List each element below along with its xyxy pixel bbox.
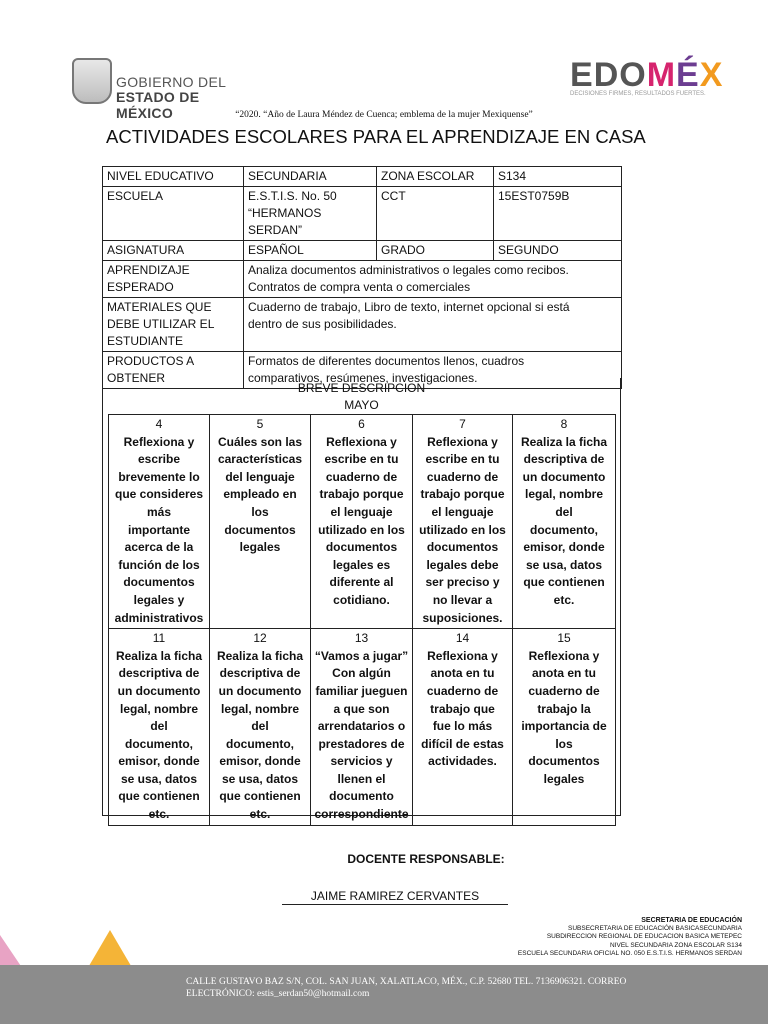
day-activity-line: cuaderno de <box>426 683 499 698</box>
day-activity-line: “Vamos a jugar” <box>314 648 409 663</box>
day-activity-line: llenen el <box>337 771 386 786</box>
productos-label-line: OBTENER <box>107 371 166 385</box>
description-month: MAYO <box>344 398 379 412</box>
edomex-letter: X <box>699 56 724 94</box>
day-activity-line: Con algún <box>332 666 391 681</box>
day-activity-line: del <box>251 719 269 734</box>
day-number: 7 <box>459 417 466 431</box>
day-activity-line: importancia de <box>521 719 607 734</box>
day-activity-line: los <box>251 504 269 519</box>
edomex-letter: E <box>570 56 594 94</box>
day-activity-line: diferente al <box>329 575 394 590</box>
day-activity-line: documentos <box>325 540 398 555</box>
day-activity-line: prestadores de <box>318 736 405 751</box>
cct-label: CCT <box>377 187 494 241</box>
day-activity-line: anota en tu <box>531 666 596 681</box>
day-activity-line: características <box>217 452 303 467</box>
state-seal-icon <box>72 58 112 104</box>
zona-value: S134 <box>494 167 622 187</box>
materiales-value-line: dentro de sus posibilidades. <box>248 317 397 331</box>
materiales-label-line: MATERIALES QUE <box>107 300 212 314</box>
edomex-logo-word <box>570 56 723 95</box>
day-activity-line: documentos <box>528 754 600 769</box>
grado-label: GRADO <box>377 241 494 261</box>
day-activity-line: documentos <box>224 522 296 537</box>
gobierno-logo-line2: ESTADO DE MÉXICO <box>116 89 200 121</box>
day-activity-line: legales es <box>332 557 391 572</box>
day-activity-line: cuaderno de <box>325 469 398 484</box>
day-activity-line: que contienen <box>118 789 200 804</box>
day-activity-line: trabajo porque <box>319 487 404 502</box>
day-activity-line: legales debe <box>426 557 499 572</box>
day-number: 4 <box>155 417 163 431</box>
info-row-nivel <box>103 167 622 187</box>
edomex-tagline: DECISIONES FIRMES, RESULTADOS FUERTES. <box>570 91 706 97</box>
day-activity-line: Reflexiona y <box>528 648 600 663</box>
aprendizaje-label <box>103 261 244 298</box>
day-activity-line: del <box>555 504 573 519</box>
day-activity-line: documento <box>329 789 394 804</box>
year-quote: “2020. “Año de Laura Méndez de Cuenca; emblema de la mujer Mexiquense” <box>235 110 533 120</box>
day-activity-line: escribe <box>137 452 181 467</box>
day-activity-line: correspondiente <box>314 807 409 822</box>
day-activity-line: más <box>146 504 172 519</box>
day-number: 15 <box>557 631 571 646</box>
day-cell <box>210 415 311 629</box>
day-cell <box>413 415 513 629</box>
page-title: ACTIVIDADES ESCOLARES PARA EL APRENDIZAJE EN CASA <box>106 126 646 147</box>
day-activity-line: legales <box>239 540 281 555</box>
aprendizaje-value-line: Analiza documentos administrativos o legales como recibos. <box>248 263 569 277</box>
aprendizaje-value <box>244 261 622 298</box>
day-cell <box>513 629 616 826</box>
description-header <box>102 380 621 414</box>
edomex-letter: D <box>593 56 620 94</box>
day-activity-line: difícil de estas <box>421 736 504 751</box>
escuela-label: ESCUELA <box>103 187 244 241</box>
footer-address <box>186 976 656 1000</box>
day-activity-line: importante <box>127 522 190 537</box>
day-activity-line: cotidiano. <box>333 592 390 607</box>
info-row-materiales <box>103 298 622 352</box>
day-activity-line: el lenguaje <box>330 504 393 519</box>
day-activity-line: descriptiva de <box>118 666 200 681</box>
escuela-value-line: SERDAN” <box>248 223 303 237</box>
day-activity-line: Realiza la ficha <box>520 434 608 449</box>
day-activity-line: Cuáles son las <box>217 434 303 449</box>
materiales-label <box>103 298 244 352</box>
day-activity-line: legal, nombre <box>524 487 604 502</box>
teacher-name: JAIME RAMIREZ CERVANTES <box>282 889 508 905</box>
day-cell <box>109 629 210 826</box>
day-activity-line: etc. <box>148 807 170 822</box>
productos-value-line: comparativos, resúmenes, investigaciones. <box>248 371 478 385</box>
grado-value: SEGUNDO <box>494 241 622 261</box>
day-activity-line: administrativos <box>114 610 204 625</box>
footer-line: CALLE GUSTAVO BAZ S/N, COL. SAN JUAN, XALATLACO, MÉX., C.P. 52680 TEL. 7136906321. CORREO <box>186 977 627 987</box>
secretaria-line: NIVEL SECUNDARIA ZONA ESCOLAR S134 <box>610 941 742 949</box>
day-activity-line: fue lo más <box>432 719 493 734</box>
zona-label: ZONA ESCOLAR <box>377 167 494 187</box>
materiales-label-line: ESTUDIANTE <box>107 334 184 348</box>
day-number: 11 <box>152 631 166 646</box>
productos-label-line: PRODUCTOS A <box>107 354 195 368</box>
day-cell <box>109 415 210 629</box>
day-cell <box>413 629 513 826</box>
day-activity-line: arrendatarios o <box>317 719 406 734</box>
day-activity-line: descriptiva de <box>219 666 301 681</box>
day-number: 8 <box>560 417 568 431</box>
day-activity-line: se usa, datos <box>221 771 299 786</box>
nivel-label: NIVEL EDUCATIVO <box>103 167 244 187</box>
aprendizaje-label-line: APRENDIZAJE <box>107 263 190 277</box>
day-activity-line: utilizado en los <box>318 522 405 537</box>
footer-line: ELECTRÓNICO: estis_serdan50@hotmail.com <box>186 989 370 999</box>
day-activity-line: descriptiva de <box>523 452 605 467</box>
aprendizaje-label-line: ESPERADO <box>107 280 174 294</box>
day-activity-line: emisor, donde <box>219 754 301 769</box>
day-activity-line: Realiza la ficha <box>115 648 203 663</box>
day-activity-line: trabajo porque <box>420 487 505 502</box>
day-activity-line: del lenguaje <box>225 469 295 484</box>
week-row <box>109 415 616 629</box>
day-activity-line: empleado en <box>223 487 297 502</box>
day-activity-line: escribe en tu <box>425 452 500 467</box>
asignatura-label: ASIGNATURA <box>103 241 244 261</box>
day-activity-line: que contienen <box>219 789 301 804</box>
day-number: 5 <box>256 417 264 431</box>
day-activity-line: cuaderno de <box>528 683 600 698</box>
edomex-letter: É <box>676 56 700 94</box>
info-table <box>102 166 622 389</box>
day-activity-line: trabajo la <box>537 701 591 716</box>
nivel-value: SECUNDARIA <box>244 167 377 187</box>
day-cell <box>513 415 616 629</box>
days-table <box>108 414 616 826</box>
day-activity-line: no llevar a <box>432 592 493 607</box>
day-activity-line: familiar jueguen <box>315 683 408 698</box>
day-activity-line: cuaderno de <box>426 469 499 484</box>
day-number: 12 <box>253 631 267 646</box>
aprendizaje-value-line: Contratos de compra venta o comerciales <box>248 280 471 294</box>
day-activity-line: documentos <box>426 540 499 555</box>
day-activity-line: legal, nombre <box>220 701 300 716</box>
docente-label: DOCENTE RESPONSABLE: <box>347 852 505 866</box>
day-activity-line: servicios y <box>330 754 393 769</box>
day-activity-line: legales y <box>133 592 185 607</box>
day-activity-line: suposiciones. <box>422 610 503 625</box>
escuela-value-line: E.S.T.I.S. No. 50 <box>248 189 337 203</box>
info-row-aprendizaje <box>103 261 622 298</box>
edomex-logo <box>570 56 730 101</box>
secretaria-line: SUBSECRETARIA DE EDUCACIÓN BASICASECUNDARIA <box>568 925 742 933</box>
day-activity-line: ser preciso y <box>425 575 500 590</box>
escuela-value <box>244 187 377 241</box>
day-activity-line: documento, <box>530 522 598 537</box>
day-activity-line: legal, nombre <box>119 701 199 716</box>
secretaria-line: SECRETARIA DE EDUCACIÓN <box>641 917 742 924</box>
day-activity-line: actividades. <box>428 754 497 769</box>
description-title: BREVE DESCRIPCION <box>297 381 426 395</box>
day-activity-line: Reflexiona y <box>326 434 397 449</box>
day-activity-line: un documento <box>218 683 302 698</box>
day-activity-line: el lenguaje <box>431 504 494 519</box>
materiales-label-line: DEBE UTILIZAR EL <box>107 317 215 331</box>
day-activity-line: un documento <box>117 683 201 698</box>
day-cell <box>311 629 413 826</box>
day-activity-line: se usa, datos <box>525 557 603 572</box>
day-cell <box>311 415 413 629</box>
gobierno-logo <box>72 58 242 121</box>
day-activity-line: a que son <box>333 701 390 716</box>
cct-value: 15EST0759B <box>494 187 622 241</box>
day-activity-line: Reflexiona y <box>427 648 498 663</box>
week-row <box>109 629 616 826</box>
day-activity-line: acerca de la <box>124 540 194 555</box>
day-activity-line: los <box>555 736 573 751</box>
day-activity-line: legales <box>543 771 585 786</box>
day-activity-line: función de los <box>118 557 200 572</box>
day-activity-line: documento, <box>226 736 294 751</box>
day-activity-line: Reflexiona y <box>427 434 498 449</box>
gobierno-logo-line1: GOBIERNO DEL <box>116 74 227 90</box>
day-cell <box>210 629 311 826</box>
day-activity-line: etc. <box>553 592 575 607</box>
day-number: 13 <box>354 631 369 646</box>
edomex-letter: O <box>619 56 647 94</box>
day-activity-line: que contienen <box>523 575 605 590</box>
day-activity-line: que consideres <box>114 487 204 502</box>
day-activity-line: trabajo que <box>430 701 495 716</box>
day-activity-line: documentos <box>123 575 195 590</box>
day-activity-line: documento, <box>125 736 193 751</box>
secretaria-block <box>518 917 742 958</box>
productos-value-line: Formatos de diferentes documentos llenos, cuadros <box>248 354 525 368</box>
secretaria-line: ESCUELA SECUNDARIA OFICIAL NO. 050 E.S.T.I.S. HERMANOS SERDAN <box>517 949 742 957</box>
day-number: 6 <box>358 417 365 431</box>
asignatura-value: ESPAÑOL <box>244 241 377 261</box>
day-activity-line: Realiza la ficha <box>216 648 304 663</box>
materiales-value <box>244 298 622 352</box>
day-activity-line: brevemente lo <box>118 469 200 484</box>
materiales-value-line: Cuaderno de trabajo, Libro de texto, internet opcional si está <box>248 300 570 314</box>
day-activity-line: escribe en tu <box>324 452 399 467</box>
day-activity-line: emisor, donde <box>523 540 605 555</box>
day-activity-line: etc. <box>249 807 271 822</box>
day-activity-line: emisor, donde <box>118 754 200 769</box>
info-row-escuela <box>103 187 622 241</box>
day-number: 14 <box>455 631 470 646</box>
info-row-asignatura <box>103 241 622 261</box>
day-activity-line: un documento <box>522 469 606 484</box>
day-activity-line: del <box>150 719 168 734</box>
day-activity-line: anota en tu <box>430 666 495 681</box>
day-activity-line: Reflexiona y <box>123 434 195 449</box>
secretaria-line: SUBDIRECCION REGIONAL DE EDUCACION BASICA METEPEC <box>546 933 742 941</box>
edomex-letter: M <box>646 56 677 94</box>
day-activity-line: se usa, datos <box>120 771 198 786</box>
escuela-value-line: “HERMANOS <box>248 206 322 220</box>
day-activity-line: utilizado en los <box>419 522 506 537</box>
